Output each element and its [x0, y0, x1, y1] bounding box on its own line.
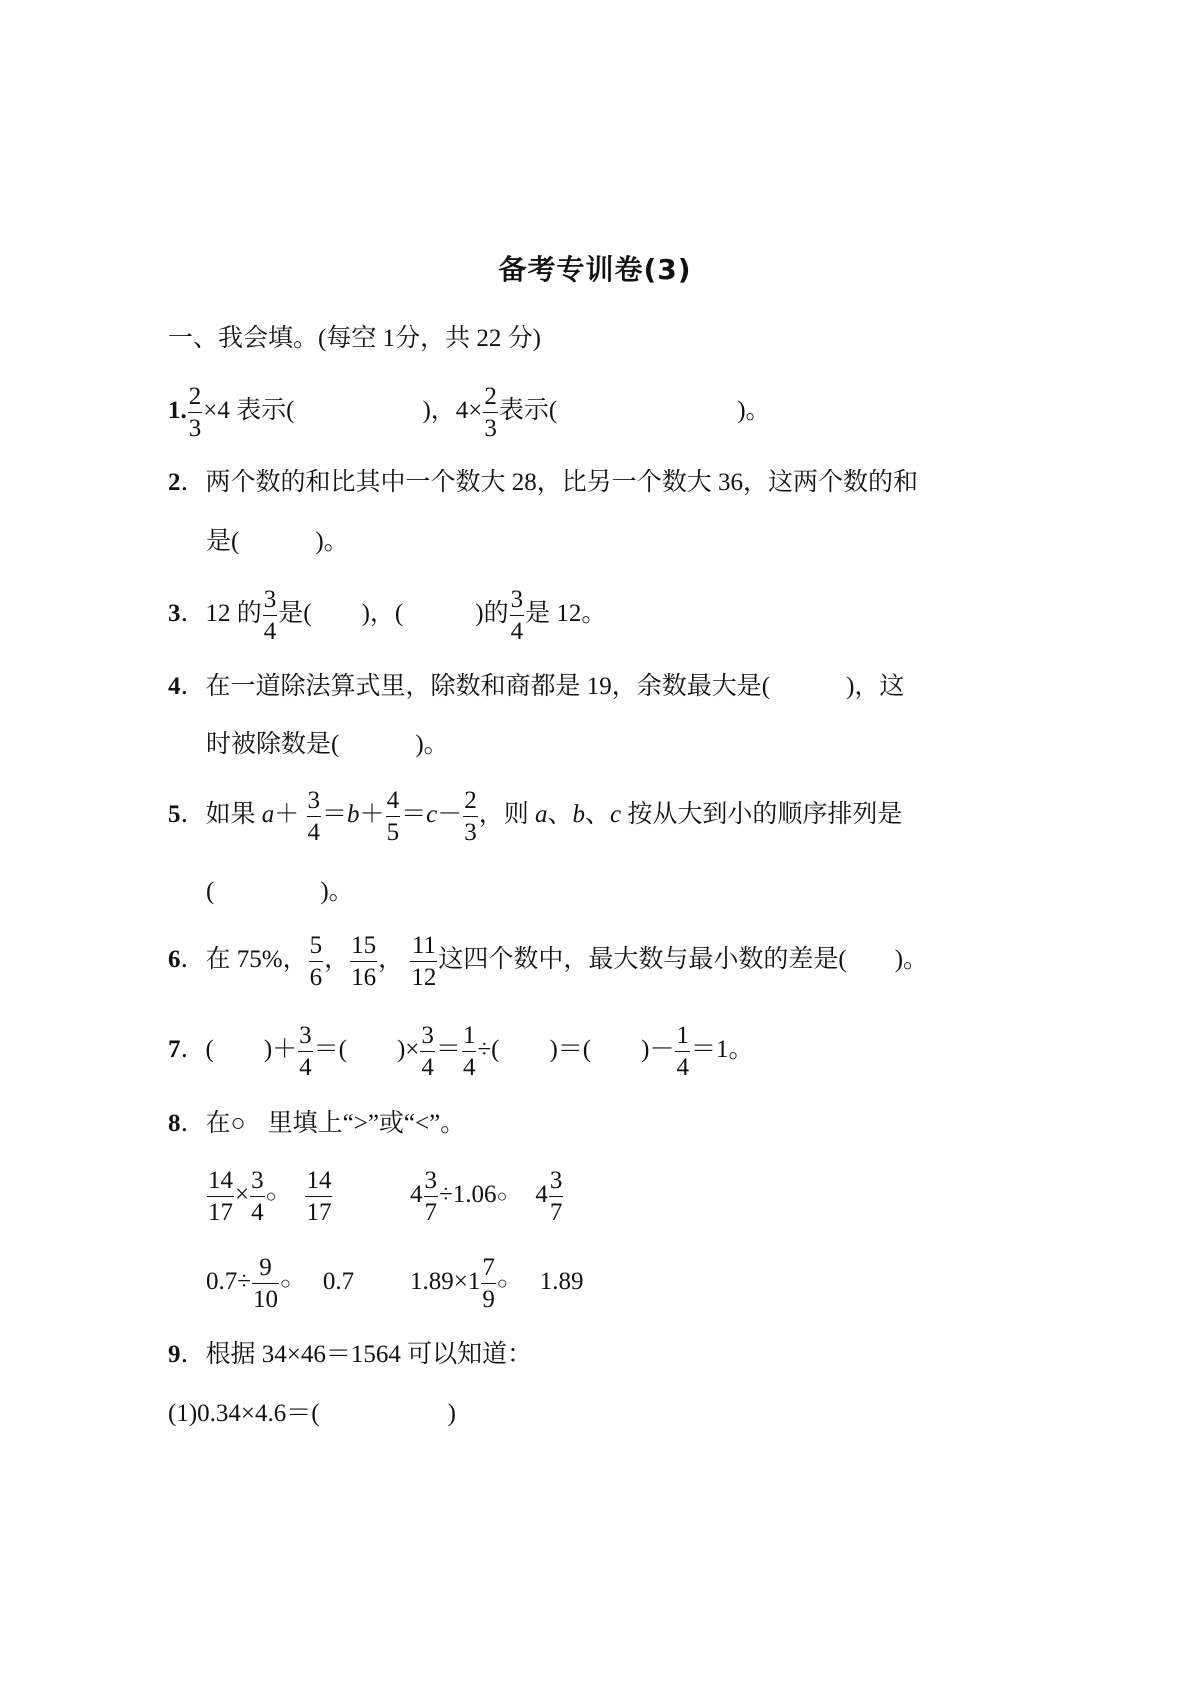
question-number: 3 — [168, 600, 181, 628]
fraction: $\frac{1}{4}$ — [462, 1022, 476, 1081]
section-heading: 一、我会填。(每空 1分，共 22 分) — [168, 325, 541, 352]
fraction: $\frac{3}{4}$ — [421, 1022, 434, 1081]
fraction: $\frac{5}{6}$ — [309, 932, 323, 991]
question-5-continued: ( )。 — [206, 878, 354, 905]
comparison-2: 4 $\frac{3}{7}$ ÷1.06○ 4 $\frac{3}{7}$ — [410, 1167, 563, 1226]
fraction: $\frac{2}{3}$ — [484, 383, 497, 442]
question-number: 2 — [168, 469, 181, 496]
compare-circle[interactable]: ○ — [265, 1186, 277, 1207]
page-title: 备考专训卷(3) — [498, 253, 692, 286]
question-number: 6 — [168, 946, 181, 974]
question-number: 1. — [168, 397, 187, 425]
question-9: 9．根据 34×46＝1564 可以知道： — [168, 1341, 533, 1368]
fraction: $\frac{15}{16}$ — [351, 932, 377, 991]
comparison-3: 0.7÷ $\frac{9}{10}$ ○ 0.7 — [206, 1254, 355, 1313]
question-number: 9 — [168, 1341, 181, 1368]
question-8: 8．在○ 里填上“>”或“<”。 — [168, 1110, 466, 1137]
question-number: 5 — [168, 801, 181, 829]
fraction: $\frac{3}{7}$ — [549, 1167, 563, 1226]
fraction: $\frac{4}{5}$ — [386, 787, 400, 846]
fraction: $\frac{11}{12}$ — [411, 932, 437, 991]
fraction: $\frac{3}{4}$ — [251, 1167, 264, 1226]
fraction: $\frac{3}{4}$ — [299, 1022, 312, 1081]
fraction: $\frac{3}{4}$ — [307, 787, 321, 846]
question-number: 4 — [168, 673, 181, 700]
question-7: 7．( )＋ $\frac{3}{4}$ ＝( )× $\frac{3}{4}$ ＝ $\frac{1}{4}$ ÷( )＝( )－ $\frac{1}{4}$ ＝1。 — [168, 1022, 754, 1081]
compare-circle[interactable]: ○ — [496, 1273, 508, 1294]
question-4-continued: 时被除数是( )。 — [206, 731, 449, 758]
compare-circle[interactable]: ○ — [496, 1186, 508, 1207]
fraction: $\frac{9}{10}$ — [252, 1254, 278, 1313]
question-5: 5．如果 a＋ $\frac{3}{4}$ ＝b＋ $\frac{4}{5}$ ＝c－ $\frac{2}{3}$ ，则 a、b、c 按从大到小的顺序排列是 — [168, 787, 903, 846]
question-9-part-1: (1)0.34×4.6＝( ) — [168, 1400, 456, 1427]
fraction: $\frac{3}{4}$ — [263, 586, 277, 645]
question-number: 8 — [168, 1110, 181, 1137]
compare-circle[interactable]: ○ — [279, 1273, 291, 1294]
question-6: 6．在 75%， $\frac{5}{6}$ ， $\frac{15}{16}$ ， $\frac{11}{12}$ 这四个数中，最大数与最小数的差是( )。 — [168, 932, 929, 991]
question-2: 2．两个数的和比其中一个数大 28，比另一个数大 36，这两个数的和 — [168, 469, 919, 496]
circle-icon: ○ — [230, 1110, 246, 1137]
question-2-continued: 是( )。 — [206, 528, 349, 555]
comparison-1: $\frac{14}{17}$ × $\frac{3}{4}$ ○ $\frac{14}{17}$ — [208, 1167, 332, 1226]
question-4: 4．在一道除法算式里，除数和商都是 19，余数最大是( )，这 — [168, 673, 905, 700]
fraction: $\frac{2}{3}$ — [464, 787, 477, 846]
fraction: $\frac{7}{9}$ — [482, 1254, 495, 1313]
fraction: $\frac{3}{4}$ — [510, 586, 524, 645]
question-1: 1. $\frac{2}{3}$ ×4 表示( )，4× $\frac{2}{3}$ 表示( )。 — [168, 383, 771, 442]
comparison-4: 1.89×1 $\frac{7}{9}$ ○ 1.89 — [410, 1254, 584, 1313]
fraction: $\frac{1}{4}$ — [676, 1022, 689, 1081]
fraction: $\frac{14}{17}$ — [208, 1167, 233, 1226]
fraction: $\frac{2}{3}$ — [188, 383, 202, 442]
question-3: 3．12 的 $\frac{3}{4}$ 是( )，( )的 $\frac{3}{4}$ 是 12。 — [168, 586, 607, 645]
question-number: 7 — [168, 1036, 181, 1064]
fraction: $\frac{14}{17}$ — [306, 1167, 332, 1226]
fraction: $\frac{3}{7}$ — [424, 1167, 437, 1226]
